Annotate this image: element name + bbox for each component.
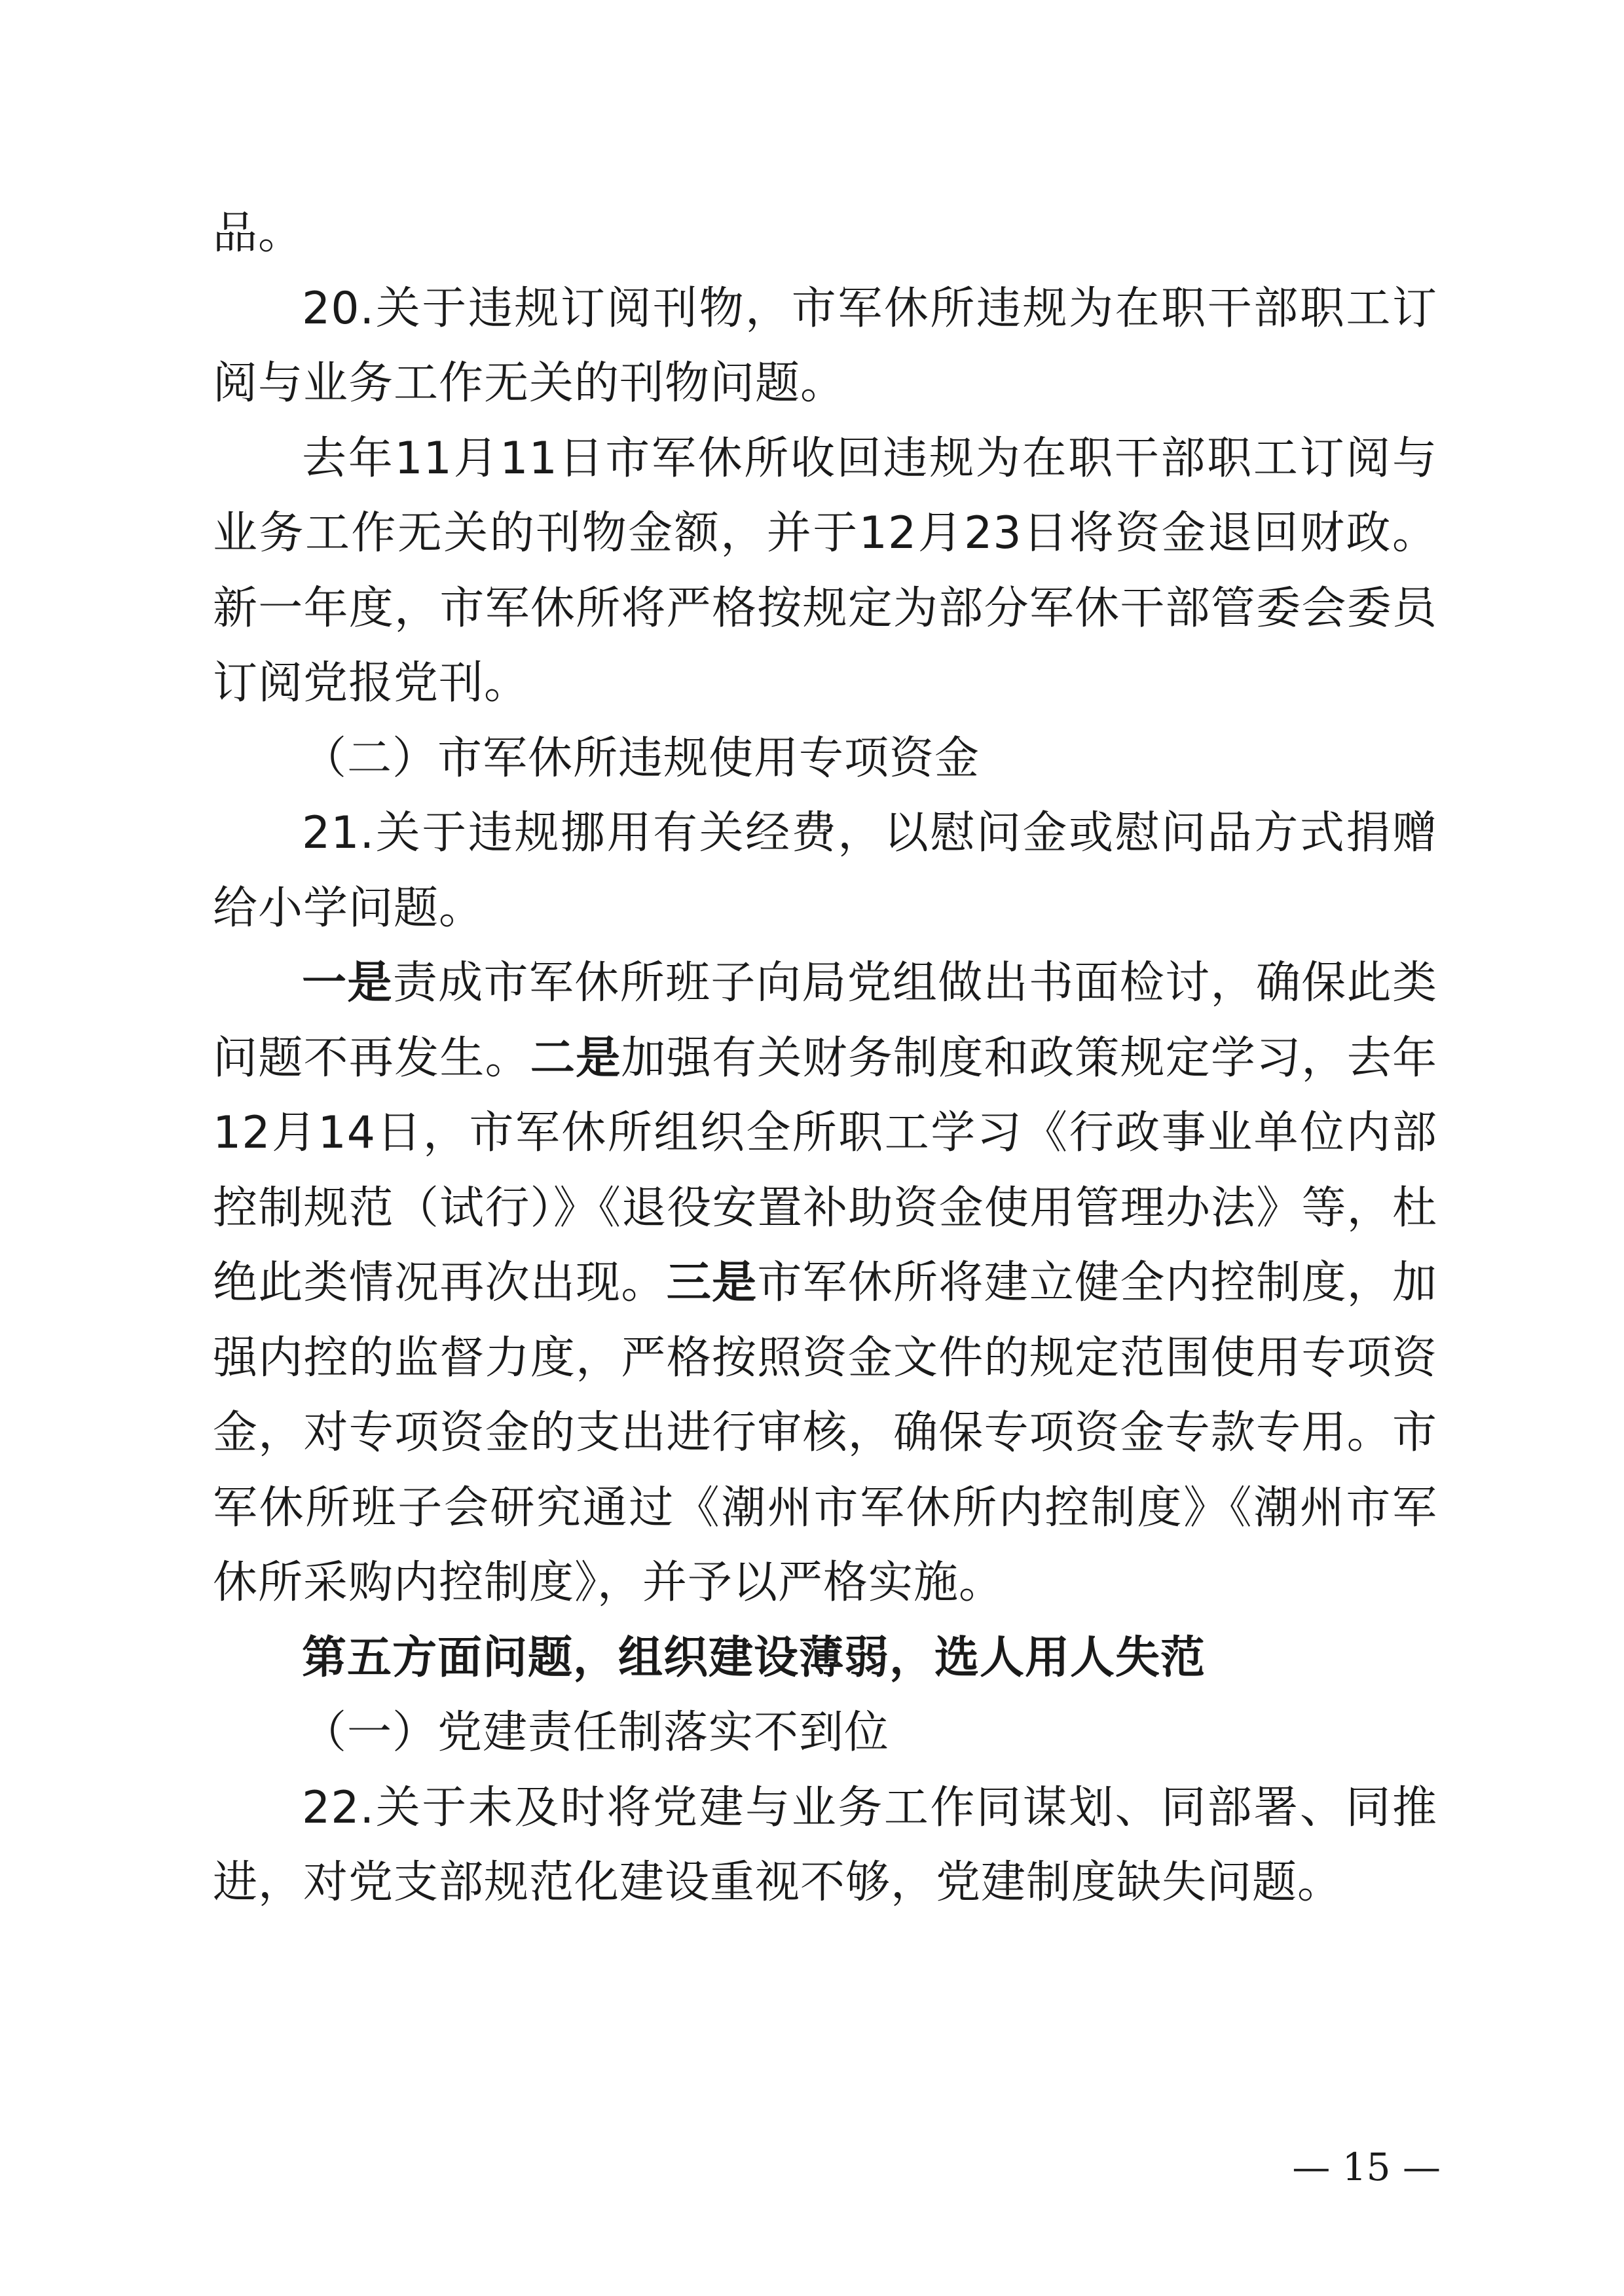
paragraph-item-22: 22.关于未及时将党建与业务工作同谋划、同部署、同推进，对党支部规范化建设重视不够，党建制度缺失问题。 [213, 1781, 1437, 1908]
paragraph-continuation: 品。 [213, 208, 304, 259]
response-text-second: 加强有关财务制度和政策规定学习，去年12月14日，市军休所组织全所职工学习《行政事业单位内部控制规范（试行）》《退役安置补助资金使用管理办法》等，杜绝此类情况再次出现。 [213, 1032, 1437, 1309]
paragraph-item-21: 21.关于违规挪用有关经费，以慰问金或慰问品方式捐赠给小学问题。 [213, 807, 1437, 934]
aspect-heading-5: 第五方面问题，组织建设薄弱，选人用人失范 [302, 1631, 1206, 1684]
emphasis-first: 一是 [302, 957, 393, 1009]
document-body [213, 196, 1437, 1921]
section-heading-2: （二）市军休所违规使用专项资金 [302, 732, 980, 784]
emphasis-second: 二是 [530, 1032, 621, 1084]
page-number: — 15 — [1292, 2145, 1441, 2189]
emphasis-third: 三是 [666, 1257, 758, 1309]
paragraph-item-20: 20.关于违规订阅刊物，市军休所违规为在职干部职工订阅与业务工作无关的刊物问题。 [213, 282, 1437, 409]
response-text-first: 责成市军休所班子向局党组做出书面检讨，确保此类问题不再发生。 [213, 957, 1437, 1084]
section-heading-1: （一）党建责任制落实不到位 [302, 1707, 890, 1758]
paragraph-item-21-response [213, 946, 1437, 1621]
paragraph-item-20-response: 去年11月11日市军休所收回违规为在职干部职工订阅与业务工作无关的刊物金额，并于12月23日将资金退回财政。新一年度，市军休所将严格按规定为部分军休干部管委会委员订阅党报党刊。 [213, 432, 1437, 709]
response-text-third: 市军休所将建立健全内控制度，加强内控的监督力度，严格按照资金文件的规定范围使用专项资金，对专项资金的支出进行审核，确保专项资金专款专用。市军休所班子会研究通过《潮州市军休所内控制度》《潮州市军休所采购内控制度》，并予以严格实施。 [213, 1257, 1437, 1609]
